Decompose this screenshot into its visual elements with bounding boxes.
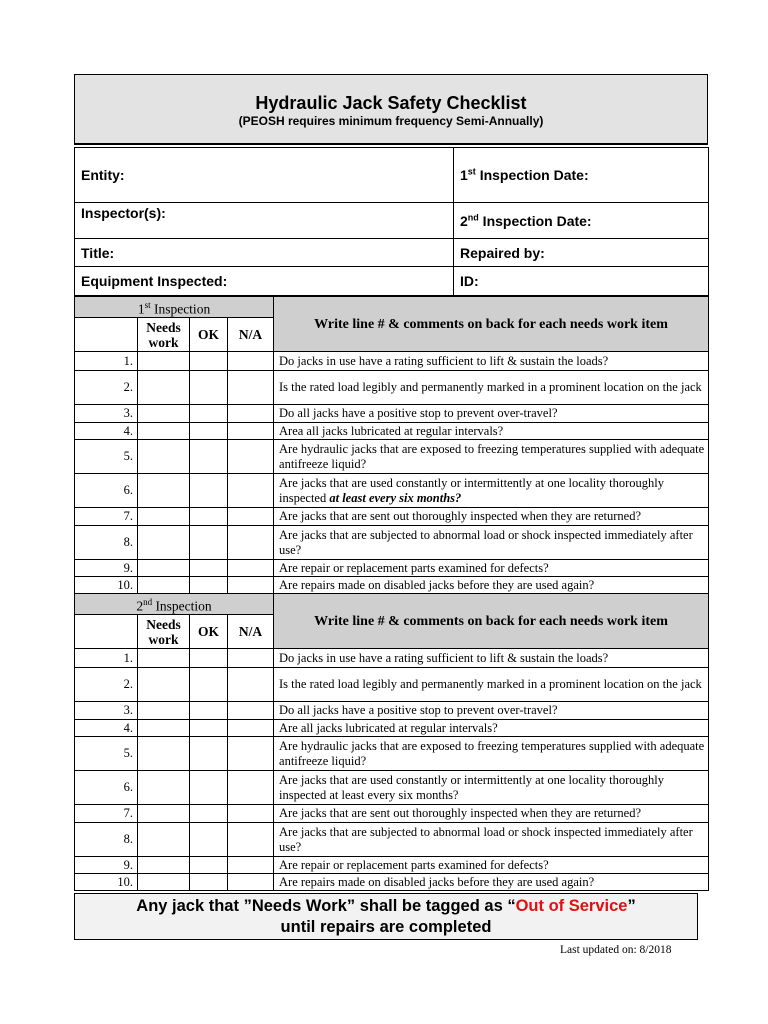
needs-work-checkbox[interactable] xyxy=(138,668,190,702)
equipment-label: Equipment Inspected: xyxy=(81,273,228,289)
section-header-1: 1st Inspection xyxy=(75,297,274,318)
na-checkbox[interactable] xyxy=(228,805,274,823)
na-checkbox[interactable] xyxy=(228,737,274,771)
na-checkbox[interactable] xyxy=(228,823,274,857)
ok-checkbox[interactable] xyxy=(190,405,228,423)
notice-line-1: Any jack that ”Needs Work” shall be tagged as “Out of Service” xyxy=(136,897,636,915)
checklist-row xyxy=(75,560,709,577)
ok-checkbox[interactable] xyxy=(190,440,228,474)
needs-work-checkbox[interactable] xyxy=(138,560,190,577)
na-checkbox[interactable] xyxy=(228,526,274,560)
na-checkbox[interactable] xyxy=(228,771,274,805)
checklist-row xyxy=(75,474,709,508)
line-number: 7. xyxy=(75,805,138,823)
question-text: Are jacks that are sent out thoroughly inspected when they are returned? xyxy=(274,805,709,823)
line-number: 6. xyxy=(75,474,138,508)
na-checkbox[interactable] xyxy=(228,371,274,405)
checklist-row xyxy=(75,702,709,720)
inspectors-label: Inspector(s): xyxy=(81,205,166,221)
checklist-row xyxy=(75,440,709,474)
line-number: 3. xyxy=(75,405,138,423)
checklist-row xyxy=(75,874,709,891)
info-table xyxy=(74,147,709,296)
needs-work-checkbox[interactable] xyxy=(138,720,190,737)
na-column-header: N/A xyxy=(228,318,274,352)
checklist-row xyxy=(75,405,709,423)
na-checkbox[interactable] xyxy=(228,720,274,737)
repaired-by-field[interactable] xyxy=(454,239,709,267)
needs-work-checkbox[interactable] xyxy=(138,874,190,891)
question-text: Are hydraulic jacks that are exposed to freezing temperatures supplied with adequate antifreeze liquid? xyxy=(274,737,709,771)
repaired-by-label: Repaired by: xyxy=(460,244,545,261)
checklist-row xyxy=(75,805,709,823)
ok-checkbox[interactable] xyxy=(190,771,228,805)
question-text: Are jacks that are subjected to abnormal load or shock inspected immediately after use? xyxy=(274,823,709,857)
line-number: 1. xyxy=(75,649,138,668)
id-label: ID: xyxy=(460,273,479,289)
question-text: Do jacks in use have a rating sufficient to lift & sustain the loads? xyxy=(274,352,709,371)
last-updated-note: Last updated on: 8/2018 xyxy=(560,944,672,956)
first-inspection-date-field[interactable] xyxy=(454,148,709,203)
ok-checkbox[interactable] xyxy=(190,737,228,771)
needs-work-checkbox[interactable] xyxy=(138,823,190,857)
checklist-row xyxy=(75,526,709,560)
ok-column-header: OK xyxy=(190,318,228,352)
checklist-row xyxy=(75,508,709,526)
line-number: 8. xyxy=(75,526,138,560)
question-text: Are all jacks lubricated at regular intervals? xyxy=(274,720,709,737)
na-checkbox[interactable] xyxy=(228,405,274,423)
line-number: 9. xyxy=(75,857,138,874)
ok-checkbox[interactable] xyxy=(190,649,228,668)
needs-work-checkbox[interactable] xyxy=(138,474,190,508)
checklist-row xyxy=(75,577,709,594)
ok-checkbox[interactable] xyxy=(190,560,228,577)
needs-work-checkbox[interactable] xyxy=(138,526,190,560)
question-text: Are repairs made on disabled jacks before they are used again? xyxy=(274,874,709,891)
line-number: 1. xyxy=(75,352,138,371)
document-title: Hydraulic Jack Safety Checklist xyxy=(255,93,527,113)
line-number: 4. xyxy=(75,720,138,737)
ok-checkbox[interactable] xyxy=(190,508,228,526)
checklist-row xyxy=(75,737,709,771)
line-number: 2. xyxy=(75,371,138,405)
ok-checkbox[interactable] xyxy=(190,371,228,405)
needs-work-checkbox[interactable] xyxy=(138,508,190,526)
na-checkbox[interactable] xyxy=(228,440,274,474)
na-checkbox[interactable] xyxy=(228,668,274,702)
checklist-row xyxy=(75,720,709,737)
entity-label: Entity: xyxy=(81,167,125,183)
second-date-label: 2nd Inspection Date: xyxy=(460,212,592,229)
na-checkbox[interactable] xyxy=(228,649,274,668)
question-text: Is the rated load legibly and permanently marked in a prominent location on the jack xyxy=(274,371,709,405)
question-text: Is the rated load legibly and permanently marked in a prominent location on the jack xyxy=(274,668,709,702)
ok-checkbox[interactable] xyxy=(190,577,228,594)
line-number: 6. xyxy=(75,771,138,805)
line-number: 5. xyxy=(75,440,138,474)
question-text: Are repair or replacement parts examined for defects? xyxy=(274,857,709,874)
needs-work-checkbox[interactable] xyxy=(138,737,190,771)
line-number: 10. xyxy=(75,874,138,891)
line-number: 4. xyxy=(75,423,138,440)
line-number: 9. xyxy=(75,560,138,577)
write-comments-header: Write line # & comments on back for each needs work item xyxy=(274,297,709,352)
section-header-2: 2nd Inspection xyxy=(75,594,274,615)
second-inspection-date-field[interactable] xyxy=(454,203,709,239)
line-number: 5. xyxy=(75,737,138,771)
needs-work-checkbox[interactable] xyxy=(138,577,190,594)
checklist-row xyxy=(75,649,709,668)
line-number: 2. xyxy=(75,668,138,702)
line-number: 7. xyxy=(75,508,138,526)
notice-line-2: until repairs are completed xyxy=(280,918,492,936)
title-box xyxy=(74,74,708,145)
out-of-service-notice xyxy=(74,893,698,940)
needs-work-checkbox[interactable] xyxy=(138,371,190,405)
ok-checkbox[interactable] xyxy=(190,702,228,720)
ok-checkbox[interactable] xyxy=(190,474,228,508)
question-text: Are repairs made on disabled jacks before they are used again? xyxy=(274,577,709,594)
write-comments-header: Write line # & comments on back for each needs work item xyxy=(274,594,709,649)
checklist-row xyxy=(75,423,709,440)
checklist-row xyxy=(75,668,709,702)
entity-field[interactable] xyxy=(75,148,454,203)
na-checkbox[interactable] xyxy=(228,423,274,440)
question-text: Are jacks that are subjected to abnormal load or shock inspected immediately after use? xyxy=(274,526,709,560)
question-text: Area all jacks lubricated at regular intervals? xyxy=(274,423,709,440)
na-checkbox[interactable] xyxy=(228,577,274,594)
question-text: Do all jacks have a positive stop to prevent over-travel? xyxy=(274,405,709,423)
na-checkbox[interactable] xyxy=(228,508,274,526)
title-field[interactable] xyxy=(75,239,454,267)
na-column-header: N/A xyxy=(228,615,274,649)
needs-work-column-header: Needs work xyxy=(138,318,190,352)
out-of-service-text: Out of Service xyxy=(515,897,628,915)
needs-work-checkbox[interactable] xyxy=(138,649,190,668)
checklist-row xyxy=(75,823,709,857)
checklist-sheet xyxy=(74,74,708,891)
ok-checkbox[interactable] xyxy=(190,874,228,891)
ok-checkbox[interactable] xyxy=(190,352,228,371)
checklist-row xyxy=(75,352,709,371)
ok-checkbox[interactable] xyxy=(190,720,228,737)
needs-work-checkbox[interactable] xyxy=(138,440,190,474)
question-text: Are jacks that are used constantly or intermittently at one locality thoroughly inspected at least every six months? xyxy=(274,474,709,508)
needs-work-checkbox[interactable] xyxy=(138,352,190,371)
ok-checkbox[interactable] xyxy=(190,823,228,857)
na-checkbox[interactable] xyxy=(228,702,274,720)
question-text: Do jacks in use have a rating sufficient to lift & sustain the loads? xyxy=(274,649,709,668)
ok-checkbox[interactable] xyxy=(190,526,228,560)
line-number: 3. xyxy=(75,702,138,720)
first-date-label: 1st Inspection Date: xyxy=(460,166,589,184)
ok-checkbox[interactable] xyxy=(190,668,228,702)
needs-work-checkbox[interactable] xyxy=(138,857,190,874)
question-text: Are jacks that are sent out thoroughly inspected when they are returned? xyxy=(274,508,709,526)
line-number-header xyxy=(75,615,138,649)
question-text: Are repair or replacement parts examined for defects? xyxy=(274,560,709,577)
needs-work-checkbox[interactable] xyxy=(138,702,190,720)
ok-checkbox[interactable] xyxy=(190,423,228,440)
needs-work-checkbox[interactable] xyxy=(138,405,190,423)
line-number-header xyxy=(75,318,138,352)
equipment-field[interactable] xyxy=(75,267,454,296)
na-checkbox[interactable] xyxy=(228,560,274,577)
id-field[interactable] xyxy=(454,267,709,296)
inspection-checklist-table xyxy=(74,296,709,891)
ok-checkbox[interactable] xyxy=(190,805,228,823)
inspectors-field[interactable] xyxy=(75,203,454,239)
needs-work-checkbox[interactable] xyxy=(138,805,190,823)
needs-work-column-header: Needs work xyxy=(138,615,190,649)
line-number: 10. xyxy=(75,577,138,594)
na-checkbox[interactable] xyxy=(228,874,274,891)
question-text: Are jacks that are used constantly or intermittently at one locality thoroughly inspected at least every six months? xyxy=(274,771,709,805)
question-text: Are hydraulic jacks that are exposed to freezing temperatures supplied with adequate antifreeze liquid? xyxy=(274,440,709,474)
checklist-row xyxy=(75,771,709,805)
needs-work-checkbox[interactable] xyxy=(138,423,190,440)
line-number: 8. xyxy=(75,823,138,857)
na-checkbox[interactable] xyxy=(228,857,274,874)
checklist-row xyxy=(75,371,709,405)
needs-work-checkbox[interactable] xyxy=(138,771,190,805)
checklist-row xyxy=(75,857,709,874)
ok-checkbox[interactable] xyxy=(190,857,228,874)
document-subtitle: (PEOSH requires minimum frequency Semi-Annually) xyxy=(238,114,544,128)
ok-column-header: OK xyxy=(190,615,228,649)
question-text: Do all jacks have a positive stop to prevent over-travel? xyxy=(274,702,709,720)
na-checkbox[interactable] xyxy=(228,352,274,371)
na-checkbox[interactable] xyxy=(228,474,274,508)
title-label: Title: xyxy=(81,244,115,261)
